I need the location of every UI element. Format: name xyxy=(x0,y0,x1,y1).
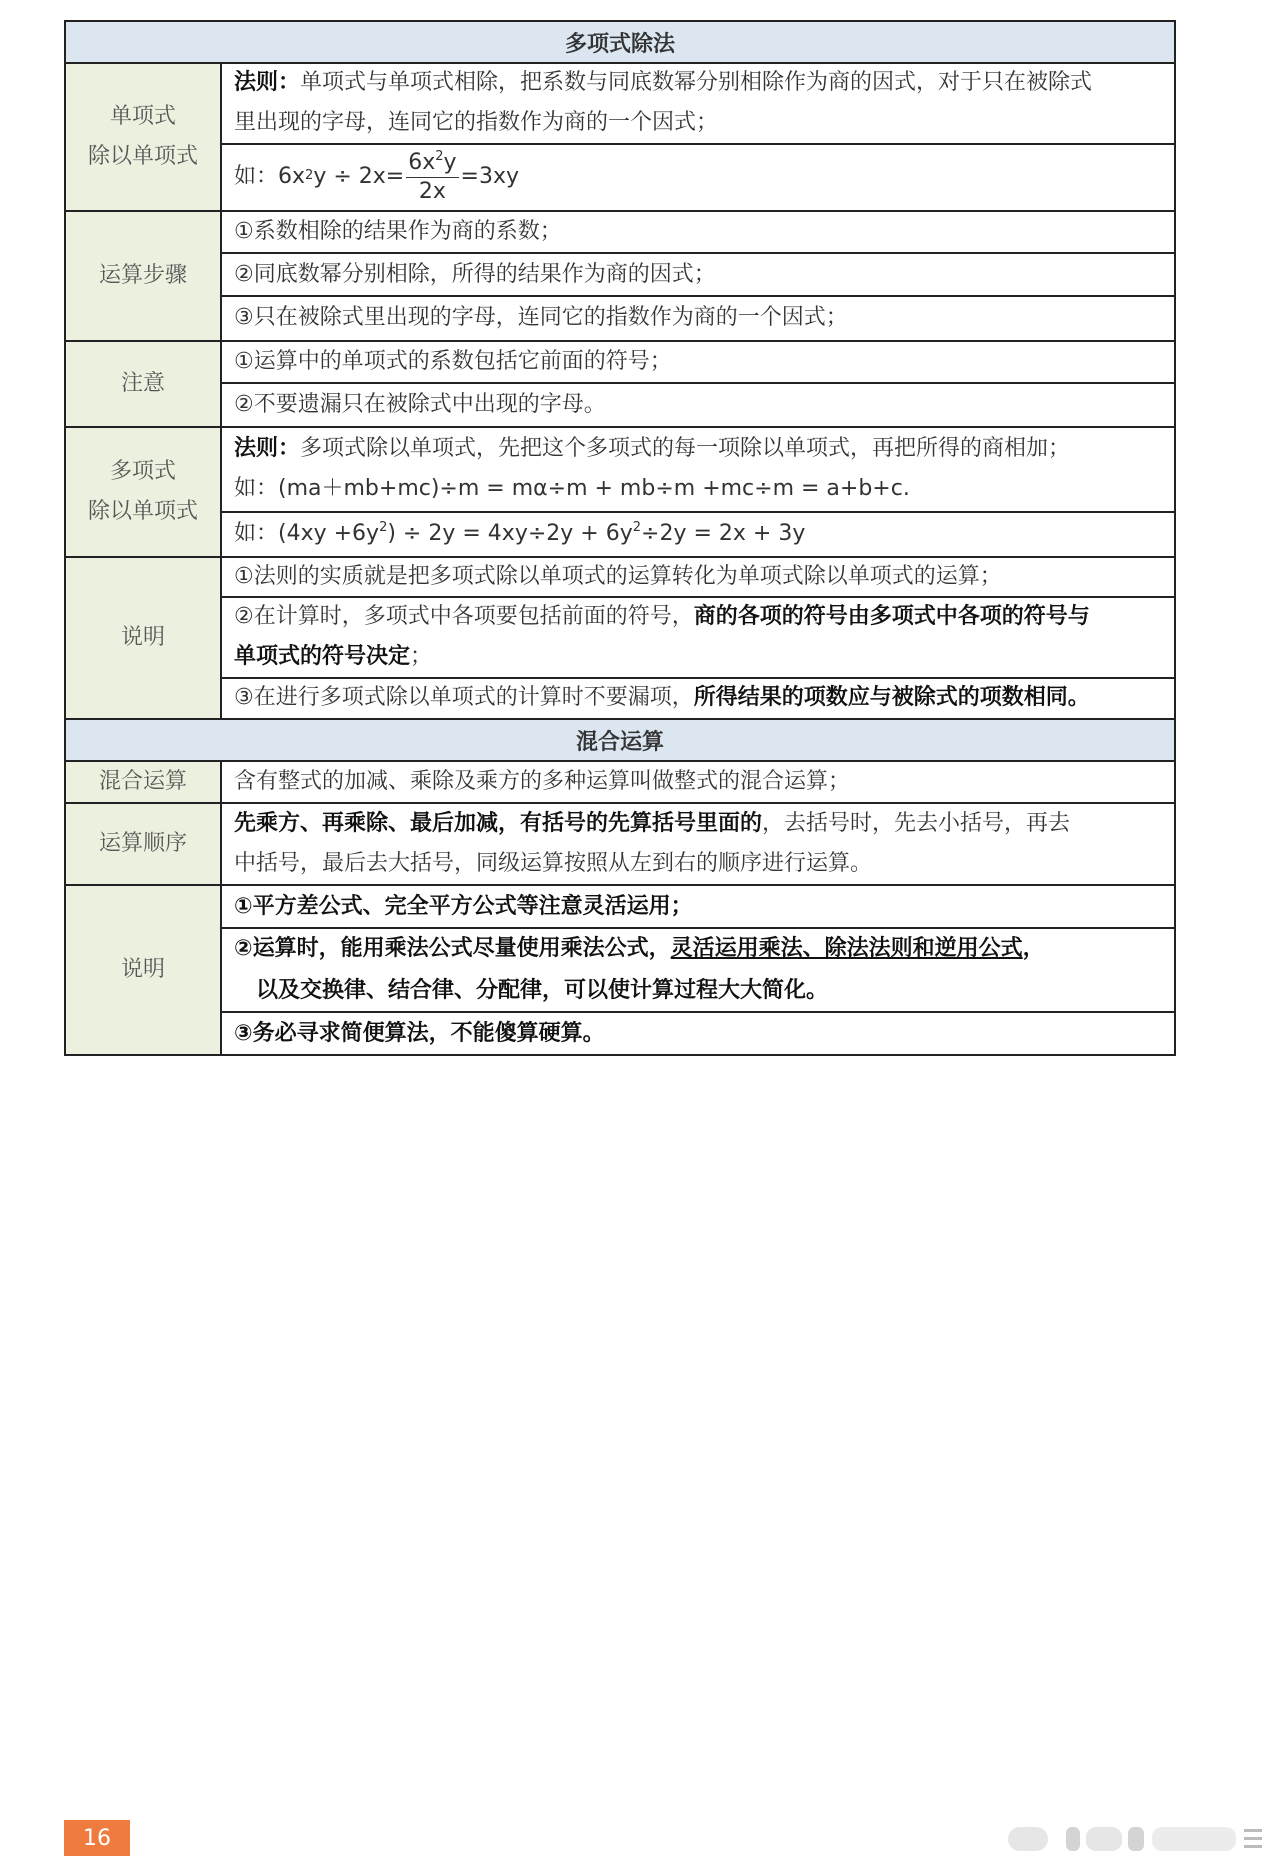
formula-part: =3xy xyxy=(460,164,520,190)
item-bold-text: ①平方差公式、完全平方公式等注意灵活运用； xyxy=(234,893,693,919)
example-formula xyxy=(234,513,1162,556)
label-line: 说明 xyxy=(120,625,165,650)
label-line: 除以单项式 xyxy=(87,499,198,524)
item-text: 中括号，最后去大括号，同级运算按照从左到右的顺序进行运算。 xyxy=(234,851,873,876)
list-item xyxy=(222,886,1174,929)
formula-part: 6x xyxy=(408,149,436,175)
item-bold-text: 单项式的符号决定 xyxy=(234,644,411,670)
label-line: 运算步骤 xyxy=(98,263,187,288)
item-bold-text: ②运算时，能用乘法公式尽量使用乘法公式， xyxy=(234,936,671,961)
example-formula: 如：6x $^2$ y ÷ 2x= $\frac{6x^2y}{2x}$ =3xy xyxy=(234,148,520,204)
item-text: ①法则的实质就是把多项式除以单项式的运算转化为单项式除以单项式的运算； xyxy=(234,563,1002,589)
item-text: ③在进行多项式除以单项式的计算时不要漏项， xyxy=(234,685,694,711)
item-text: ①系数相除的结果作为商的系数； xyxy=(234,219,562,245)
row-label xyxy=(66,558,222,718)
rule-text: 单项式与单项式相除，把系数与同底数幂分别相除作为商的因式，对于只在被除式 xyxy=(300,70,1093,96)
row-note xyxy=(66,342,1174,428)
item-bold-text: 先乘方、再乘除、最后加减，有括号的先算括号里面的 xyxy=(234,811,763,836)
list-item xyxy=(222,297,1174,340)
row-polynomial-division xyxy=(66,428,1174,558)
list-item xyxy=(222,384,1174,426)
section-header-polynomial-division xyxy=(66,22,1174,64)
row-monomial-division xyxy=(66,64,1174,212)
order-cell xyxy=(222,804,1174,884)
superscript: 2 xyxy=(435,148,444,164)
item-bold-text: ③务必寻求简便算法，不能傻算硬算。 xyxy=(234,1020,605,1046)
label-line: 多项式 xyxy=(109,459,176,484)
formula-part: 如：6x xyxy=(234,164,306,190)
rule-cell xyxy=(222,428,1174,513)
example-cell xyxy=(222,513,1174,556)
item-bold-text: 所得结果的项数应与被除式的项数相同。 xyxy=(693,685,1090,711)
item-text: ②不要遗漏只在被除式中出现的字母。 xyxy=(234,392,606,418)
underlined-text: 灵活运用乘法、除法法则和逆用公式 xyxy=(670,936,1023,961)
formula-part: y xyxy=(443,149,457,175)
item-text: ； xyxy=(410,644,433,670)
superscript: 2 xyxy=(632,520,642,536)
knowledge-table xyxy=(64,20,1176,1056)
formula-part: ÷2y = 2x + 3y xyxy=(641,521,806,547)
row-mixed-definition xyxy=(66,762,1174,804)
item-text: ②同底数幂分别相除，所得的结果作为商的因式； xyxy=(234,261,716,287)
rule-text: 里出现的字母，连同它的指数作为商的一个因式； xyxy=(234,110,719,136)
row-label xyxy=(66,886,222,1054)
list-item xyxy=(222,1013,1174,1054)
row-steps xyxy=(66,212,1174,342)
list-item xyxy=(222,558,1174,598)
row-label xyxy=(66,342,222,426)
item-bold-text: 以及交换律、结合律、分配律，可以使计算过程大大简化。 xyxy=(256,978,829,1003)
row-label xyxy=(66,212,222,340)
row-label xyxy=(66,762,222,802)
list-item xyxy=(222,929,1174,1013)
label-line: 运算顺序 xyxy=(98,831,187,856)
list-item xyxy=(222,254,1174,296)
rule-prefix: 法则： xyxy=(234,436,301,462)
rule-text: 多项式除以单项式，先把这个多项式的每一项除以单项式，再把所得的商相加； xyxy=(300,436,1071,462)
row-explanation xyxy=(66,558,1174,720)
formula-part: y ÷ 2x= xyxy=(313,164,405,190)
section-title: 混合运算 xyxy=(575,729,664,755)
label-line: 除以单项式 xyxy=(87,144,198,169)
list-item xyxy=(222,598,1174,679)
item-text: ③只在被除式里出现的字母，连同它的指数作为商的一个因式； xyxy=(234,305,848,331)
row-order xyxy=(66,804,1174,886)
definition-cell xyxy=(222,762,1174,802)
item-text: ，去括号时，先去小括号，再去 xyxy=(762,811,1071,836)
section-title: 多项式除法 xyxy=(564,31,675,57)
label-line: 注意 xyxy=(120,371,165,396)
fraction-numerator xyxy=(406,149,458,178)
list-item xyxy=(222,342,1174,384)
label-line: 混合运算 xyxy=(98,769,187,794)
formula-part: ) ÷ 2y = 4xy÷2y + 6y xyxy=(387,521,633,547)
example-cell xyxy=(222,145,1174,210)
formula-part: 如：(4xy +6y xyxy=(234,521,380,547)
section-header-mixed-operations xyxy=(66,720,1174,762)
page-number: 16 xyxy=(83,1825,111,1851)
fraction xyxy=(406,149,458,206)
label-line: 说明 xyxy=(120,957,165,982)
row-label xyxy=(66,64,222,210)
label-line: 单项式 xyxy=(109,104,176,129)
item-text: ②在计算时，多项式中各项要包括前面的符号， xyxy=(234,604,694,630)
example-formula: 如：(ma＋mb+mc)÷m = mα÷m + mb÷m +mc÷m = a+b+c. xyxy=(234,476,910,502)
item-text: ①运算中的单项式的系数包括它前面的符号； xyxy=(234,349,672,375)
item-bold-text: 商的各项的符号由多项式中各项的符号与 xyxy=(693,604,1090,630)
row-label xyxy=(66,804,222,884)
list-item xyxy=(222,679,1174,719)
row-explanation-mixed xyxy=(66,886,1174,1054)
item-bold-text: ， xyxy=(1022,936,1045,961)
superscript: 2 xyxy=(379,520,388,536)
rule-prefix: 法则： xyxy=(234,70,301,96)
watermark-logo xyxy=(1008,1824,1264,1854)
list-item xyxy=(222,212,1174,254)
item-text: 含有整式的加减、乘除及乘方的多种运算叫做整式的混合运算； xyxy=(234,769,851,794)
page-number-badge xyxy=(64,1820,130,1856)
fraction-denominator: 2x xyxy=(418,178,446,204)
row-label xyxy=(66,428,222,556)
rule-cell xyxy=(222,64,1174,145)
